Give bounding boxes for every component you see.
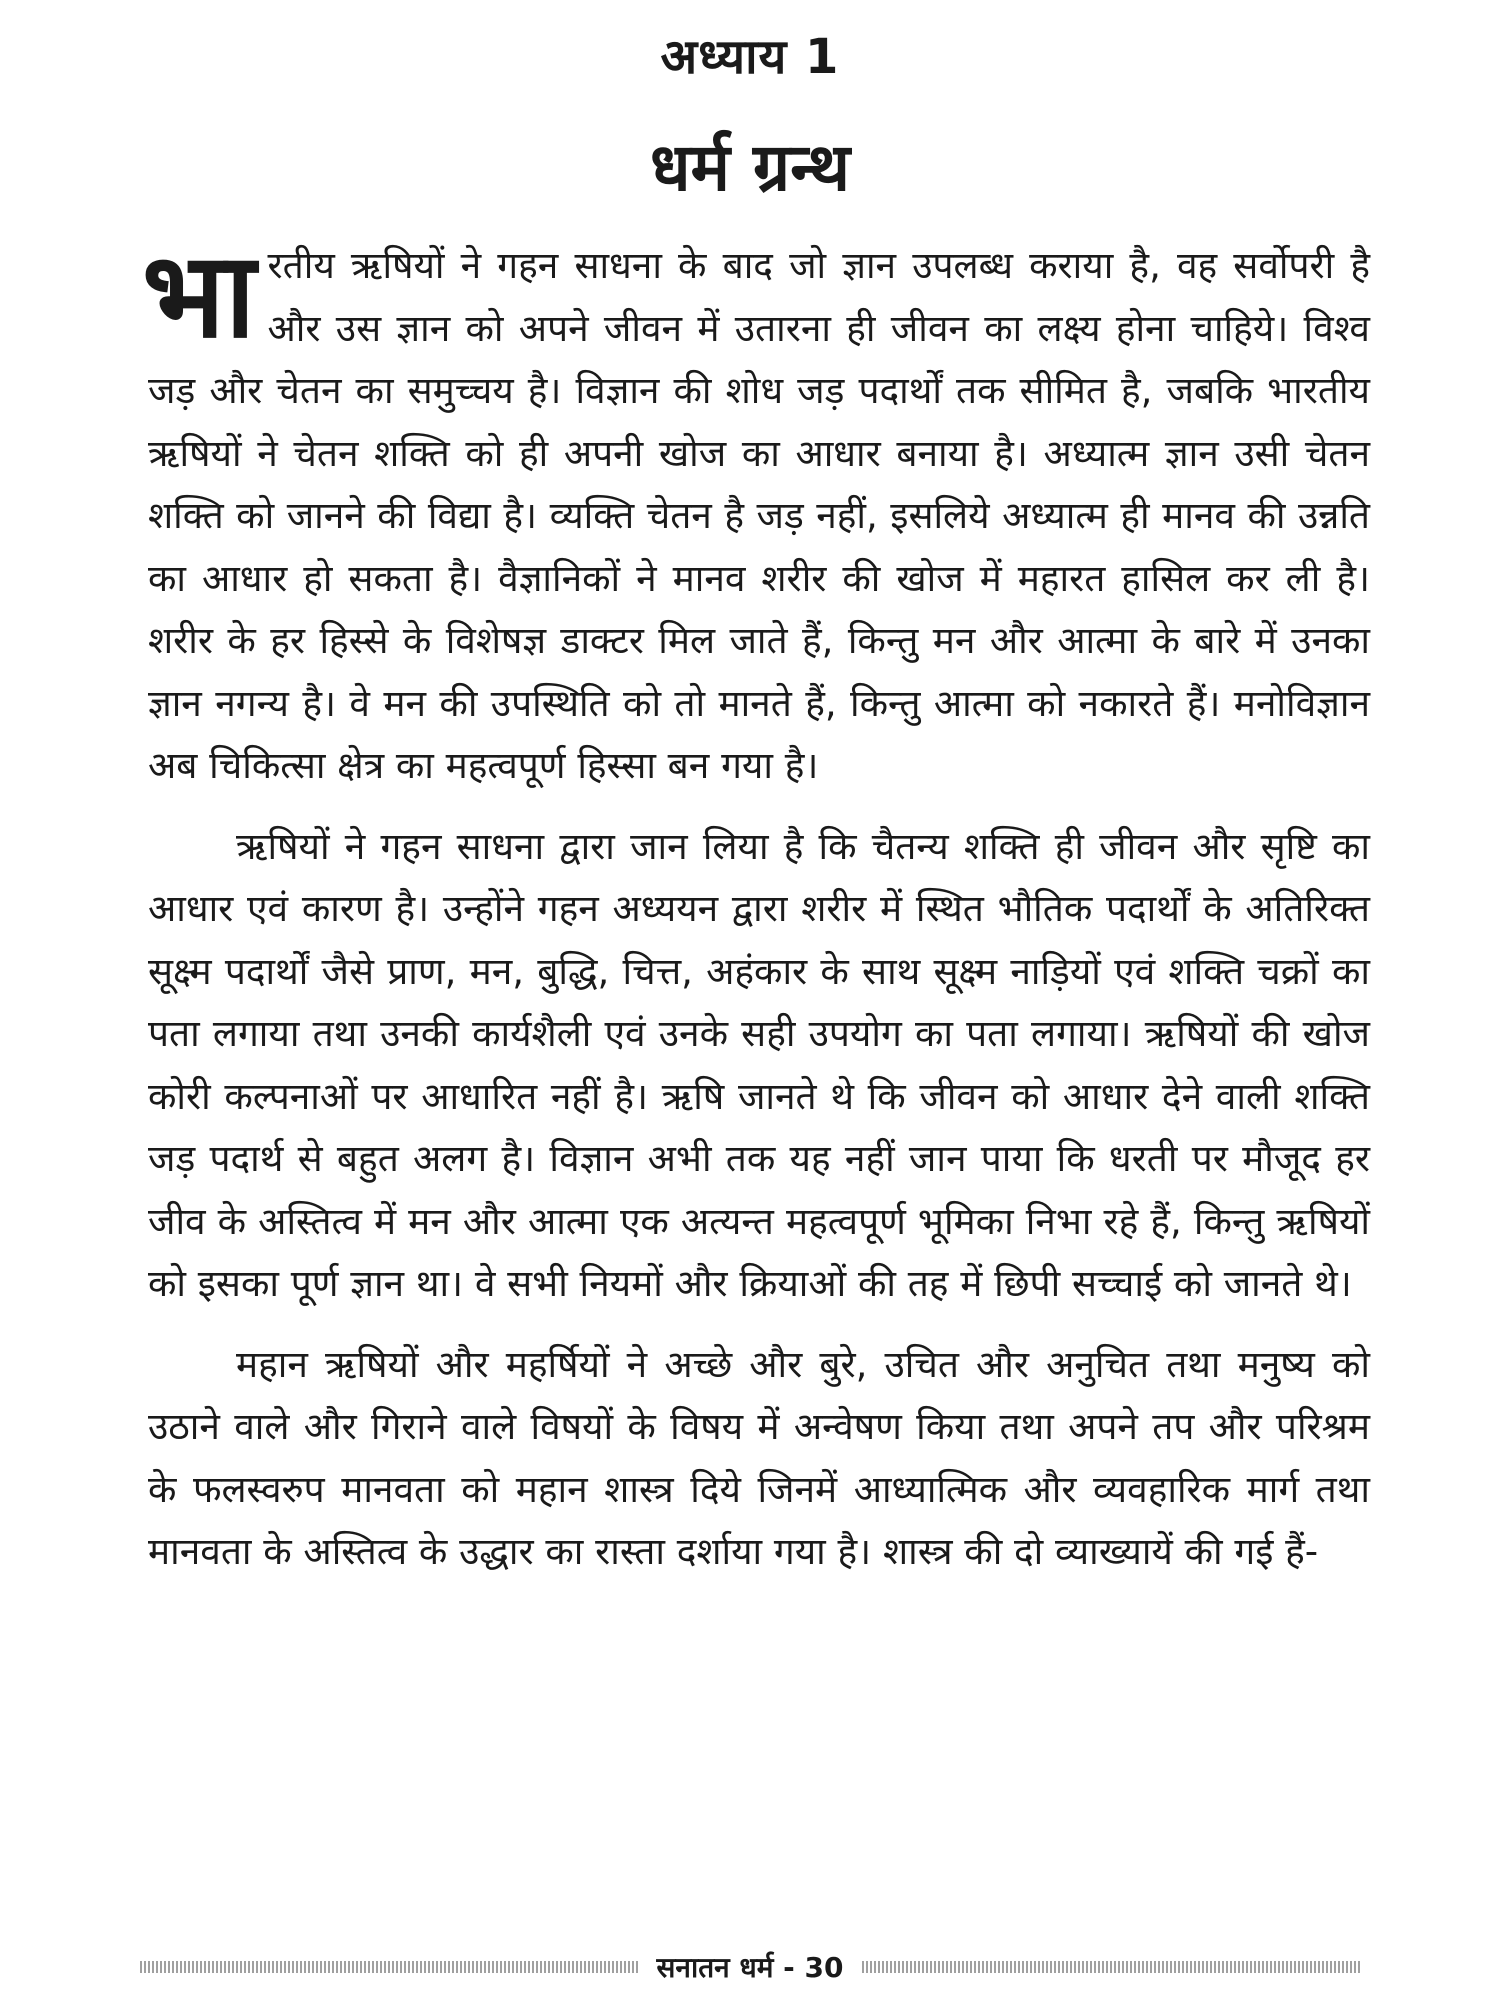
footer-rule-right xyxy=(862,1961,1361,1973)
chapter-label: अध्याय 1 xyxy=(660,29,840,85)
paragraph-2: ऋषियों ने गहन साधना द्वारा जान लिया है कि चैतन्य शक्ति ही जीवन और सृष्टि का आधार एवं कारण है। उन्होंने गहन अध्ययन द्वारा शरीर में स्थित भौतिक पदार्थों के अतिरिक्त सूक्ष्म पदार्थों जैसे प्राण, मन, बुद्धि, चित्त, अहंकार के साथ सूक्ष्म नाड़ियों एवं शक्ति चक्रों का पता लगाया तथा उनकी कार्यशैली एवं उनके सही उपयोग का पता लगाया। ऋषियों की खोज कोरी कल्पनाओं पर आधारित नहीं है। ऋषि जानते थे कि जीवन को आधार देने वाली शक्ति जड़ पदार्थ से बहुत अलग है। विज्ञान अभी तक यह नहीं जान पाया कि धरती पर मौजूद हर जीव के अस्तित्व में मन और आत्मा एक अत्यन्त महत्वपूर्ण भूमिका निभा रहे हैं, किन्तु ऋषियों को इसका पूर्ण ज्ञान था। वे सभी नियमों और क्रियाओं की तह में छिपी सच्चाई को जानते थे। xyxy=(148,824,1370,1305)
footer-page-number: सनातन धर्म - 30 xyxy=(656,1951,844,1984)
footer-rule-left xyxy=(140,1961,639,1973)
body-text xyxy=(142,226,1370,1602)
drop-cap: भा xyxy=(142,226,256,364)
paragraph-1-text: रतीय ऋषियों ने गहन साधना के बाद जो ज्ञान उपलब्ध कराया है, वह सर्वोपरी है और उस ज्ञान को अपने जीवन में उतारना ही जीवन का लक्ष्य होना चाहिये। विश्व जड़ और चेतन का समुच्चय है। विज्ञान की शोध जड़ पदार्थों तक सीमित है, जबकि भारतीय ऋषियों ने चेतन शक्ति को ही अपनी खोज का आधार बनाया है। अध्यात्म ज्ञान उसी चेतन शक्ति को जानने की विद्या है। व्यक्ति चेतन है जड़ नहीं, इसलिये अध्यात्म ही मानव की उन्नति का आधार हो सकता है। वैज्ञानिकों ने मानव शरीर की खोज में महारत हासिल कर ली है। शरीर के हर हिस्से के विशेषज्ञ डाक्टर मिल जाते हैं, किन्तु मन और आत्मा के बारे में उनका ज्ञान नगन्य है। वे मन की उपस्थिति को तो मानते हैं, किन्तु आत्मा को नकारते हैं। मनोविज्ञान अब चिकित्सा क्षेत्र का महत्वपूर्ण हिस्सा बन गया है। xyxy=(148,244,1370,787)
page-footer xyxy=(140,1945,1360,1989)
paragraph-3: महान ऋषियों और महर्षियों ने अच्छे और बुरे, उचित और अनुचित तथा मनुष्य को उठाने वाले और गिराने वाले विषयों के विषय में अन्वेषण किया तथा अपने तप और परिश्रम के फलस्वरुप मानवता को महान शास्त्र दिये जिनमें आध्यात्मिक और व्यवहारिक मार्ग तथा मानवता के अस्तित्व के उद्धार का रास्ता दर्शाया गया है। शास्त्र की दो व्याख्यायें की गई हैं- xyxy=(148,1342,1370,1573)
paragraph-1 xyxy=(142,226,1370,798)
chapter-title: धर्म ग्रन्थ xyxy=(649,129,851,206)
